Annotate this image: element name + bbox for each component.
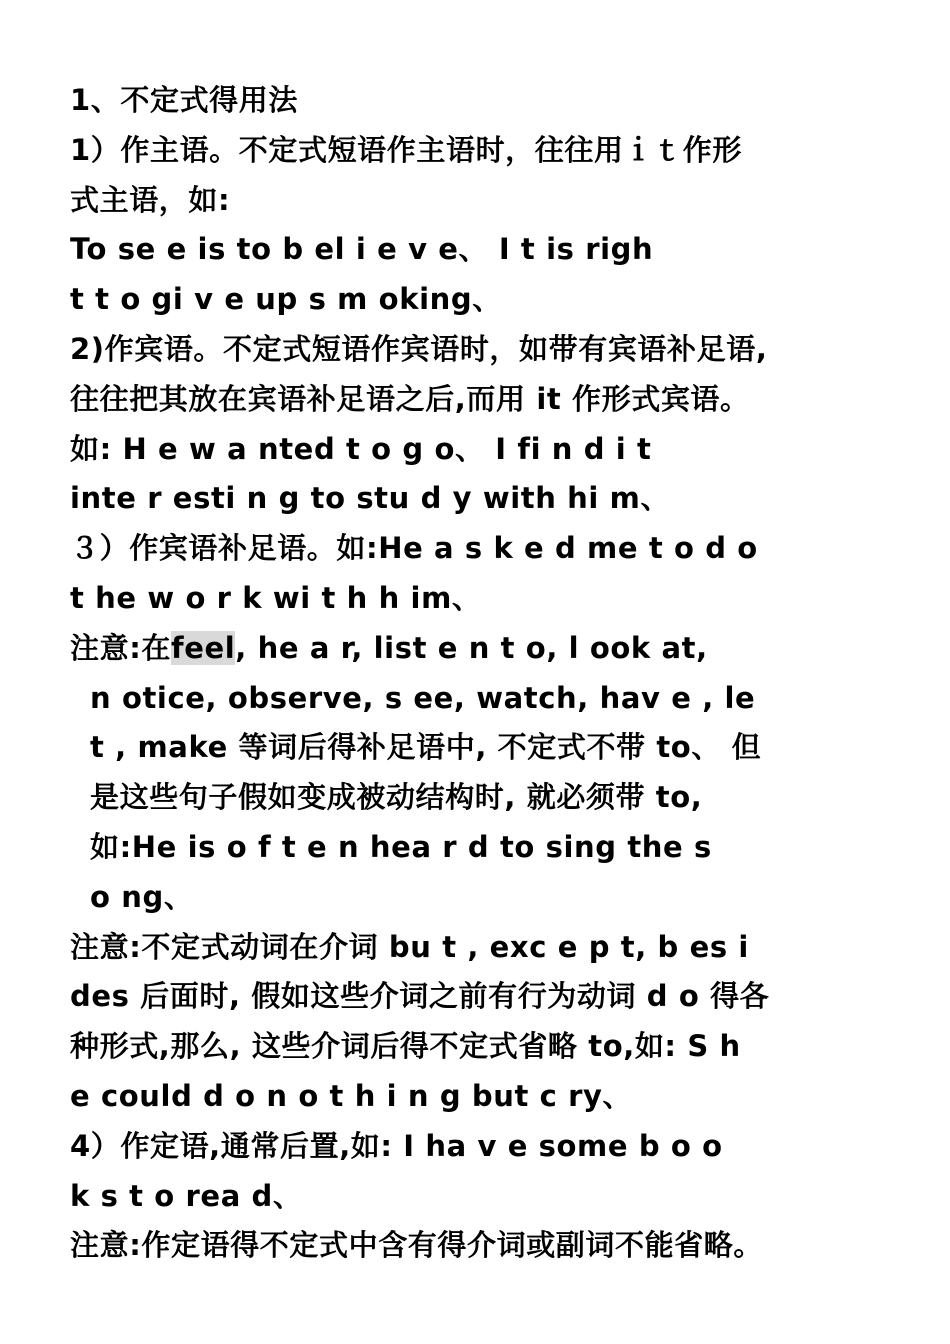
example-line: t t o gi v e up s m oking、 bbox=[70, 282, 502, 317]
paragraph-line: 式主语，如: bbox=[70, 182, 231, 217]
note-line bbox=[70, 624, 900, 674]
example-line: k s t o rea d、 bbox=[70, 1178, 303, 1213]
paragraph-line: 往往把其放在宾语补足语之后,而用 it 作形式宾语。 bbox=[70, 381, 750, 416]
note-prefix: 注意:在 bbox=[70, 630, 171, 665]
document-page bbox=[70, 76, 900, 1271]
section-heading: 1、不定式得用法 bbox=[70, 83, 298, 117]
note-line: n otice, observe, s ee, watch, hav e , le bbox=[90, 680, 756, 715]
note-line: 如:He is o f t e n hea r d to sing the s bbox=[90, 829, 712, 864]
note-line: 是这些句子假如变成被动结构时, 就必须带 to, bbox=[90, 780, 703, 815]
note-line: des 后面时, 假如这些介词之前有行为动词 d o 得各 bbox=[70, 979, 770, 1014]
note-line: 种形式,那么, 这些介词后得不定式省略 to,如: S h bbox=[70, 1029, 741, 1064]
paragraph-line: ３）作宾语补足语。如:He a s k e d me t o d o bbox=[70, 531, 758, 566]
note-line: o ng、 bbox=[90, 879, 194, 914]
example-line: 如: H e w a nted t o g o、 I fi n d i t bbox=[70, 431, 652, 466]
paragraph-line: 4）作定语,通常后置,如: I ha v e some b o o bbox=[70, 1128, 723, 1163]
example-line: To se e is to b el i e v e、 I t is righ bbox=[70, 232, 654, 267]
paragraph-line: 1）作主语。不定式短语作主语时，往往用ｉｔ作形 bbox=[70, 132, 742, 167]
note-line: 注意:不定式动词在介词 bu t , exc e p t, b es i bbox=[70, 929, 749, 964]
note-line: 注意:作定语得不定式中含有得介词或副词不能省略。 bbox=[70, 1228, 763, 1263]
highlighted-word: feel bbox=[171, 630, 236, 665]
note-line: t , make 等词后得补足语中, 不定式不带 to、 但 bbox=[90, 730, 762, 765]
paragraph-line: 2)作宾语。不定式短语作宾语时，如带有宾语补足语, bbox=[70, 331, 768, 366]
note-suffix: , he a r, list e n t o, l ook at, bbox=[235, 630, 708, 665]
example-line: inte r esti n g to stu d y with hi m、 bbox=[70, 481, 671, 516]
example-line: e could d o n o t h i n g but c ry、 bbox=[70, 1078, 633, 1113]
example-line: t he w o r k wi t h h im、 bbox=[70, 580, 482, 615]
